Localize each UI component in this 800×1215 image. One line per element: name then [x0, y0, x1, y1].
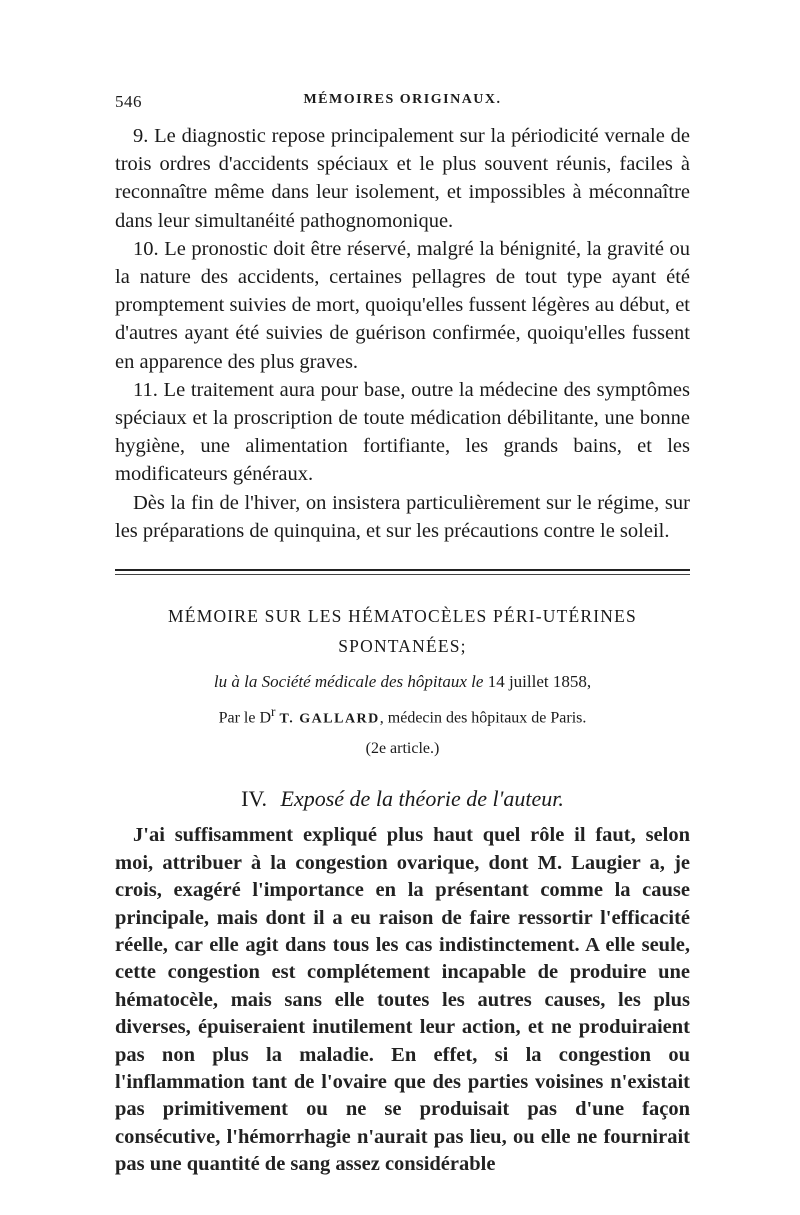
author-name: T. GALLARD: [279, 711, 380, 727]
divider-thick-rule: [115, 569, 690, 571]
section-heading: [115, 786, 690, 812]
article-body-paragraph: J'ai suffisamment expliqué plus haut quel rôle il faut, selon moi, attribuer à la congestion ovarique, dont M. Laugier a, je crois, exagéré l'importance en la présentant comme la cause principale, mais dont il a eu raison de faire ressortir l'efficacité réelle, car elle agit dans tous les cas indistinctement. A elle seule, cette congestion est complétement incapable de produire une hématocèle, mais sans elle toutes les autres causes, les plus diverses, épuiseraient inutilement leur action, et ne produiraient pas non plus la maladie. En effet, si la congestion ou l'inflammation tant de l'ovaire que des parties voisines n'existait pas primitivement ou ne se produisait pas d'une façon consécutive, l'hémorrhagie n'aurait pas lieu, ou elle ne fournirait pas une quantité de sang assez considérable: [115, 824, 690, 1176]
article-reading-note: [115, 667, 690, 697]
installment-note: (2e article.): [365, 740, 440, 758]
running-section-title: MÉMOIRES ORIGINAUX.: [303, 92, 502, 107]
author-prefix-superscript: r: [271, 704, 276, 720]
paragraph-winter-regimen: Dès la fin de l'hiver, on insistera particulièrement sur le régime, sur les préparations de quinquina, et sur les précautions contre le soleil.: [115, 491, 690, 542]
author-prefix: Par le D: [218, 709, 272, 727]
paragraph-treatment: 11. Le traitement aura pour base, outre la médecine des symptômes spéciaux et la proscription de toute médication débilitante, une bonne hygiène, une alimentation fortifiante, les grands bains, et les modificateurs généraux.: [115, 378, 690, 486]
section-heading-text: Exposé de la théorie de l'auteur.: [280, 786, 564, 812]
author-affiliation: , médecin des hôpitaux de Paris.: [379, 709, 587, 727]
paragraph-prognosis: 10. Le pronostic doit être réservé, malgré la bénignité, la gravité ou la nature des accidents, certaines pellagres de tout type ayant été promptement suivies de mort, quoiqu'elles fussent légères au début, et d'autres ayant été suivies de guérison confirmée, quoiqu'elles fussent en apparence des plus graves.: [115, 237, 690, 373]
page-number: 546: [115, 92, 142, 111]
section-divider: [115, 569, 690, 575]
divider-thin-rule: [115, 574, 690, 575]
running-head: [115, 92, 690, 120]
read-date: 14 juillet 1858,: [487, 672, 592, 692]
author-line: [115, 697, 690, 734]
paragraph-diagnosis: 9. Le diagnostic repose principalement sur la périodicité vernale de trois ordres d'accidents spéciaux et le plus souvent réunis, faciles à reconnaître même dans leur isolement, et impossibles à méconnaître dans leur simultanéité pathognomonique.: [115, 125, 690, 232]
article-title: MÉMOIRE SUR LES HÉMATOCÈLES PÉRI-UTÉRINES SPONTANÉES;: [168, 606, 637, 657]
read-at-text: lu à la Société médicale des hôpitaux le: [213, 672, 484, 692]
section-numeral: IV.: [241, 786, 268, 812]
